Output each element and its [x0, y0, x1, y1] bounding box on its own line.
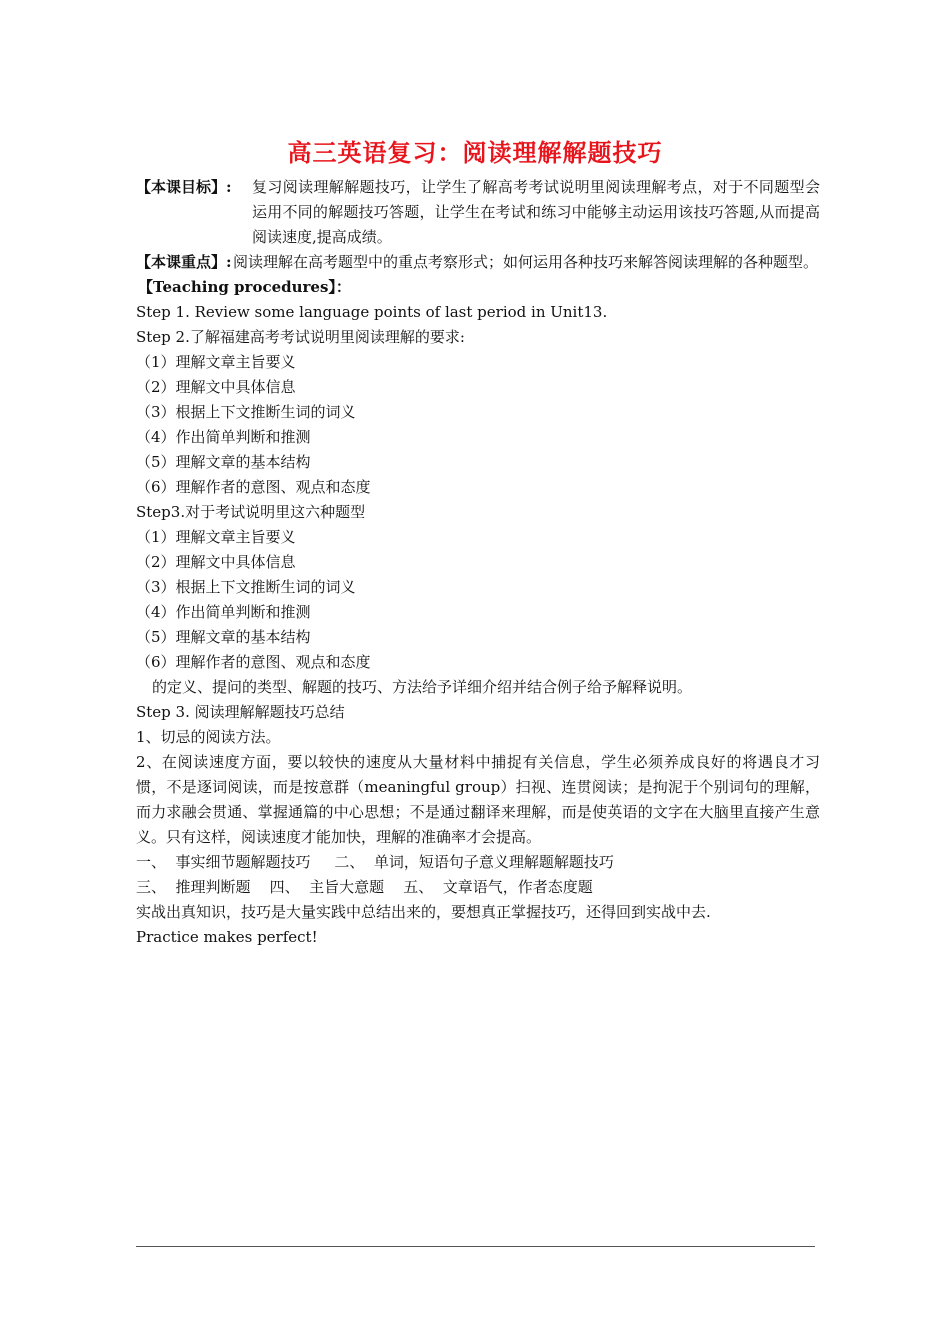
- list-item: （3）根据上下文推断生词的词义: [136, 403, 356, 421]
- step-3b: Step 3. 阅读理解解题技巧总结: [136, 703, 345, 721]
- lesson-focus-label: 【本课重点】:: [136, 253, 232, 271]
- step-3a: Step3.对于考试说明里这六种题型: [136, 503, 366, 521]
- list-item: （2）理解文中具体信息: [136, 553, 296, 571]
- list-item: （4）作出简单判断和推测: [136, 428, 311, 446]
- step-3a-note: 的定义、提问的类型、解题的技巧、方法给予详细介绍并结合例子给予解释说明。: [152, 678, 693, 696]
- procedures-heading: 【Teaching procedures】：: [138, 278, 351, 296]
- document-body: [136, 175, 820, 950]
- lesson-goal-label: 【本课目标】:: [136, 178, 232, 196]
- requirements-list: [136, 350, 820, 500]
- lesson-goal: [136, 175, 820, 250]
- page-title: 高三英语复习：阅读理解解题技巧: [287, 139, 663, 167]
- lesson-focus: [136, 250, 820, 275]
- list-item: （4）作出简单判断和推测: [136, 603, 311, 621]
- list-item: （2）理解文中具体信息: [136, 378, 296, 396]
- list-item: （5）理解文章的基本结构: [136, 453, 311, 471]
- list-item: （6）理解作者的意图、观点和态度: [136, 478, 371, 496]
- list-item: （1）理解文章主旨要义: [136, 353, 296, 371]
- question-types-list: [136, 525, 820, 675]
- list-item: （6）理解作者的意图、观点和态度: [136, 653, 371, 671]
- lesson-focus-text: 阅读理解在高考题型中的重点考察形式；如何运用各种技巧来解答阅读理解的各种题型。: [233, 253, 819, 271]
- summary-item-2: 2、在阅读速度方面，要以较快的速度从大量材料中捕捉有关信息，学生必须养成良好的将遇良才习惯，不是逐词阅读，而是按意群（meaningful group）扫视、连贯阅读；是拘泥于个别词句的理解，而力求融会贯通、掌握通篇的中心思想；不是通过翻译来理解，而是使英语的文字在大脑里直接产生意义。只有这样，阅读速度才能加快，理解的准确率才会提高。: [136, 753, 820, 846]
- list-item: （1）理解文章主旨要义: [136, 528, 296, 546]
- step-2: Step 2.了解福建高考考试说明里阅读理解的要求:: [136, 328, 465, 346]
- lesson-goal-text: 复习阅读理解解题技巧，让学生了解高考考试说明里阅读理解考点，对于不同题型会运用不同的解题技巧答题，让学生在考试和练习中能够主动运用该技巧答题,从而提高阅读速度,提高成绩。: [252, 178, 820, 246]
- categories-line-1: 一、 事实细节题解题技巧 二、 单词，短语句子意义理解题解题技巧: [136, 853, 614, 871]
- summary-item-1: 1、切忌的阅读方法。: [136, 728, 281, 746]
- list-item: （5）理解文章的基本结构: [136, 628, 311, 646]
- footer-divider: [136, 1246, 815, 1247]
- step-1: Step 1. Review some language points of last period in Unit13.: [136, 303, 608, 321]
- closing-english: Practice makes perfect!: [136, 928, 318, 946]
- list-item: （3）根据上下文推断生词的词义: [136, 578, 356, 596]
- closing-text: 实战出真知识，技巧是大量实践中总结出来的，要想真正掌握技巧，还得回到实战中去.: [136, 903, 711, 921]
- categories-line-2: 三、 推理判断题 四、 主旨大意题 五、 文章语气，作者态度题: [136, 878, 593, 896]
